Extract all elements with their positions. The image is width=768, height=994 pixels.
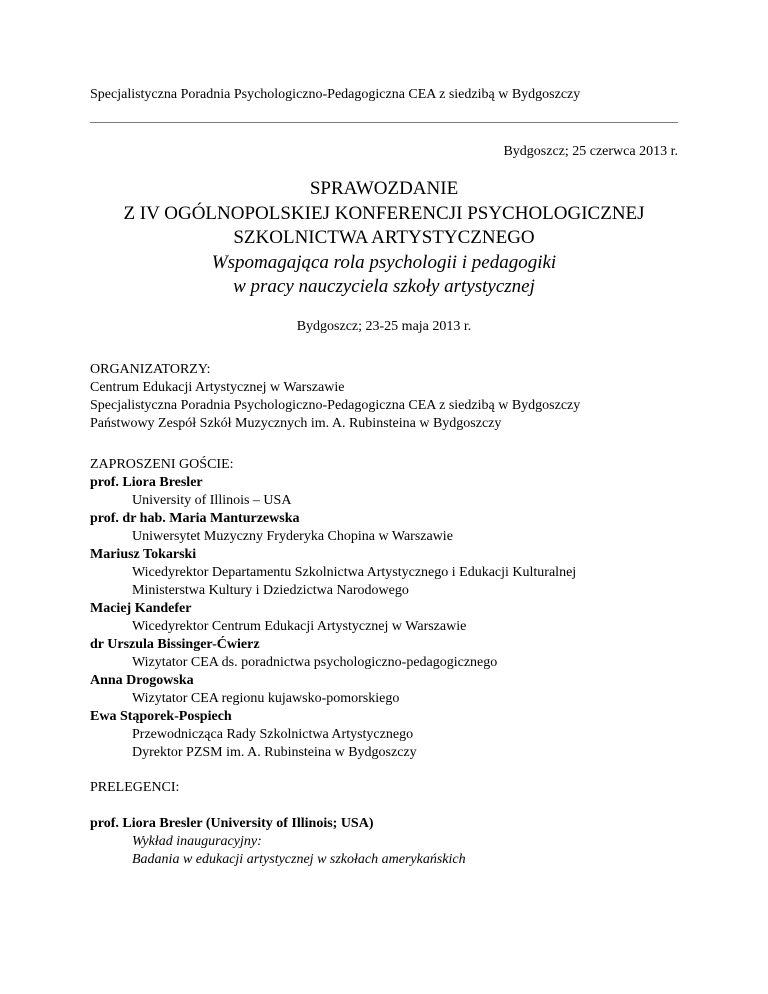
guest-name: dr Urszula Bissinger-Ćwierz: [90, 637, 260, 652]
lecture-title: Badania w edukacji artystycznej w szkołach amerykańskich: [132, 852, 466, 867]
guest-desc: Ministerstwa Kultury i Dziedzictwa Narodowego: [132, 583, 409, 598]
title-line-2: Z IV OGÓLNOPOLSKIEJ KONFERENCJI PSYCHOLOGICZNEJ: [123, 202, 645, 224]
guest-desc: Dyrektor PZSM im. A. Rubinsteina w Bydgoszczy: [132, 745, 417, 760]
guest-name: prof. Liora Bresler: [90, 475, 203, 490]
header-institution: Specjalistyczna Poradnia Psychologiczno-Pedagogiczna CEA z siedzibą w Bydgoszczy: [90, 87, 581, 102]
organizer-item: Specjalistyczna Poradnia Psychologiczno-Pedagogiczna CEA z siedzibą w Bydgoszczy: [90, 398, 581, 413]
header-divider: [90, 122, 678, 123]
guest-desc: Wicedyrektor Departamentu Szkolnictwa Artystycznego i Edukacji Kulturalnej: [132, 565, 577, 580]
organizer-item: Państwowy Zespół Szkół Muzycznych im. A. Rubinsteina w Bydgoszczy: [90, 416, 502, 431]
subtitle-line-1: Wspomagająca rola psychologii i pedagogiki: [211, 251, 557, 273]
guest-desc: University of Illinois – USA: [132, 493, 292, 508]
guest-desc: Wizytator CEA regionu kujawsko-pomorskiego: [132, 691, 400, 706]
report-date: Bydgoszcz; 25 czerwca 2013 r.: [503, 144, 678, 159]
guest-name: Anna Drogowska: [90, 673, 194, 688]
guests-heading: ZAPROSZENI GOŚCIE:: [90, 457, 234, 472]
speaker-name: prof. Liora Bresler (University of Illinois; USA): [90, 816, 374, 831]
title-line-1: SPRAWOZDANIE: [309, 178, 459, 199]
conference-date: Bydgoszcz; 23-25 maja 2013 r.: [296, 319, 472, 334]
guest-name: Maciej Kandefer: [90, 601, 192, 616]
speakers-section: [90, 815, 466, 869]
guest-name: Ewa Stąporek-Pospiech: [90, 709, 232, 724]
lecture-type: Wykład inauguracyjny:: [132, 834, 262, 849]
guest-desc: Wicedyrektor Centrum Edukacji Artystycznej w Warszawie: [132, 619, 467, 634]
guest-name: prof. dr hab. Maria Manturzewska: [90, 511, 300, 526]
guest-desc: Wizytator CEA ds. poradnictwa psychologiczno-pedagogicznego: [132, 655, 498, 670]
guests-section: [90, 456, 576, 762]
organizer-item: Centrum Edukacji Artystycznej w Warszawie: [90, 380, 345, 395]
guest-name: Mariusz Tokarski: [90, 547, 197, 562]
speakers-heading: PRELEGENCI:: [90, 780, 180, 795]
guest-desc: Uniwersytet Muzyczny Fryderyka Chopina w Warszawie: [132, 529, 453, 544]
title-line-3: SZKOLNICTWA ARTYSTYCZNEGO: [233, 227, 535, 248]
organizers-heading: ORGANIZATORZY:: [90, 362, 211, 377]
subtitle-line-2: w pracy nauczyciela szkoły artystycznej: [233, 276, 535, 297]
organizers-section: [90, 361, 580, 433]
title-block: [0, 177, 768, 300]
guest-desc: Przewodnicząca Rady Szkolnictwa Artystycznego: [132, 727, 414, 742]
